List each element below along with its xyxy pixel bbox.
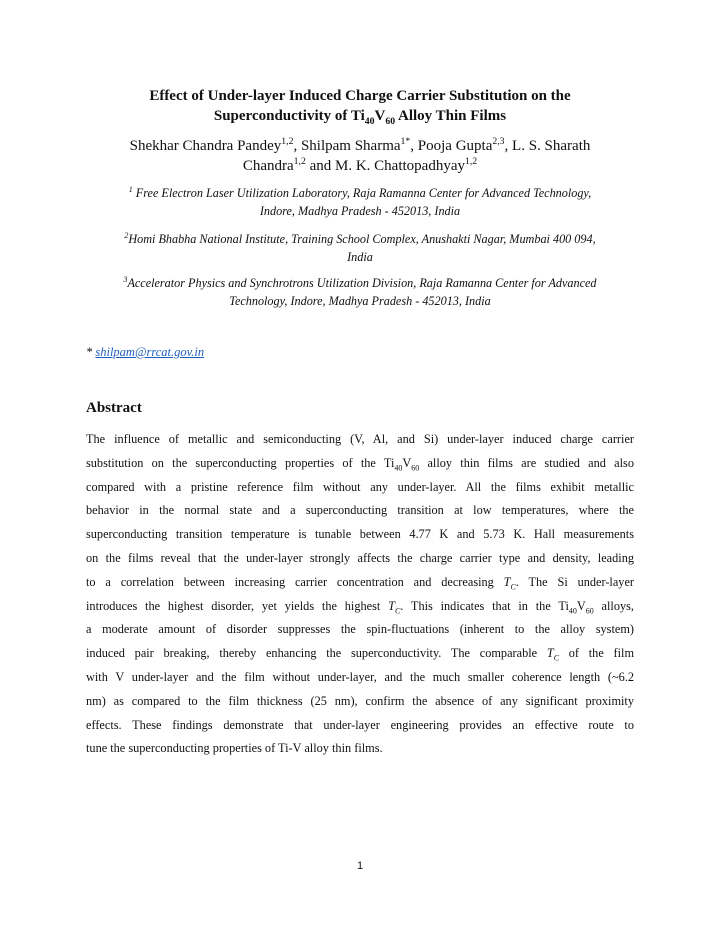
abstract-line: superconducting transition temperature is tunable between 4.77 K and 5.73 K. Hall measurements <box>86 527 634 542</box>
abstract-line: a moderate amount of disorder suppresses the spin-fluctuations (inherent to the alloy system) <box>86 622 634 637</box>
abstract-line: substitution on the superconducting properties of the $Ti_{40}V_{60}$ alloy thin films are studied and also <box>86 455 634 473</box>
abstract-line: tune the superconducting properties of Ti-V alloy thin films. <box>86 741 383 756</box>
abstract-line: introduces the highest disorder, yet yields the highest $T_C$. This indicates that in the $Ti_{40}V_{60}$ alloys, <box>86 598 634 616</box>
abstract-body <box>86 428 634 761</box>
affiliation-3: $^3$Accelerator Physics and Synchrotrons Utilization Division, Raja Ramanna Center for Advanced Technology, Indore, Madhya Pradesh - 452013, India <box>123 274 597 308</box>
abstract-line: induced pair breaking, thereby enhancing the superconductivity. The comparable $T_C$ of the film <box>86 646 634 663</box>
corresponding-email: * shilpam@rrcat.gov.in <box>86 345 205 359</box>
abstract-line: with V under-layer and the film without under-layer, and the much smaller coherence length (~6.2 <box>86 669 634 684</box>
affiliation-1: $^1$ Free Electron Laser Utilization Laboratory, Raja Ramanna Center for Advanced Technology, Indore, Madhya Pradesh - 452013, India <box>128 184 592 218</box>
abstract-line: on the films reveal that the under-layer strongly affects the charge carrier type and density, leading <box>86 550 634 565</box>
abstract-line: behavior in the normal state and a superconducting transition at low temperatures, where the <box>86 503 634 518</box>
title-line-1: Effect of Under-layer Induced Charge Carrier Substitution on the <box>149 88 571 104</box>
abstract-line: to a correlation between increasing carrier concentration and decreasing $T_C$. The Si under-layer <box>86 574 634 592</box>
abstract-line: The influence of metallic and semiconducting (V, Al, and Si) under-layer induced charge carrier <box>86 432 634 446</box>
abstract-line: nm) as compared to the film thickness (25 nm), confirm the absence of any significant proximity <box>86 693 634 708</box>
author-list: Shekhar Chandra Pandey$^{1,2}$, Shilpam Sharma$^{1*}$, Pooja Gupta$^{2,3}$, L. S. Sharath Chandra$^{1,2}$ and M. K. Chattopadhyay$^{1,2}$ <box>129 136 591 174</box>
abstract-heading: Abstract <box>86 400 142 416</box>
affiliation-2: $^2$Homi Bhabha National Institute, Training School Complex, Anushakti Nagar, Mumbai 400 094, India <box>124 230 596 264</box>
paper-title <box>60 86 660 126</box>
email-link[interactable]: shilpam@rrcat.gov.in <box>95 345 205 359</box>
title-line-2: Superconductivity of $Ti_{40}V_{60}$ Alloy Thin Films <box>213 108 507 127</box>
page-number: 1 <box>356 860 364 872</box>
abstract-line: effects. These findings demonstrate that under-layer engineering provides an effective route to <box>86 717 634 732</box>
abstract-line: compared with a pristine reference film without any under-layer. All the films exhibit metallic <box>86 479 634 494</box>
